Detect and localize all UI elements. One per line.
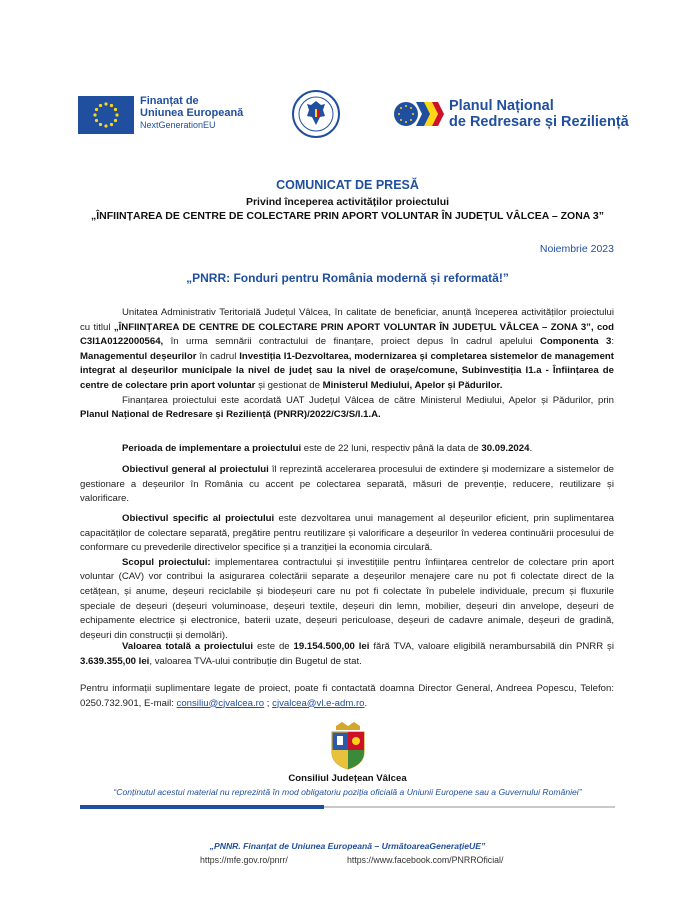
eu-line1: Finanțat de bbox=[140, 95, 199, 107]
bold-text: 30.09.2024 bbox=[481, 443, 530, 454]
email-link-cjvalcea[interactable]: cjvalcea@vl.e-adm.ro bbox=[272, 697, 365, 709]
eu-line2: Uniunea Europeană bbox=[140, 107, 244, 119]
paragraph-implementation-period bbox=[80, 442, 614, 457]
divider-grey bbox=[324, 806, 615, 808]
text: : bbox=[611, 336, 614, 348]
paragraph-contact bbox=[80, 682, 614, 711]
bold-text: 3.639.355,00 lei bbox=[80, 655, 150, 667]
bold-text: Perioada de implementare a proiectului bbox=[122, 443, 302, 454]
text: Finanțarea proiectului este acordată UAT Județul Vâlcea de către Ministerul Mediului, Apelor și Pădurilor, prin bbox=[122, 394, 614, 406]
email-link-consiliu[interactable]: consiliu@cjvalcea.ro bbox=[176, 697, 265, 709]
release-date: Noiembrie 2023 bbox=[539, 243, 614, 255]
header-logos bbox=[0, 90, 695, 140]
facebook-url-link[interactable]: https://www.facebook.com/PNRROficial/ bbox=[347, 855, 504, 865]
text: este dezvoltarea unui management al deșeurilor eficient, prin suplimentarea capacităților de colectare separată, pregătire pentru reutilizare și valorificare a deșeurilor în vederea continuării procesului de conformare cu prevederile directivelor specifice și a tranziției la economia circulară. bbox=[80, 513, 614, 554]
pnrr-line1: Planul Național bbox=[449, 98, 554, 114]
eu-flag-icon bbox=[78, 96, 134, 134]
slogan: „PNRR: Fonduri pentru România modernă și reformată!” bbox=[186, 271, 509, 285]
text: îl reprezintă accelerarea procesului de extindere și modernizare a sistemelor de gestionare a deșeurilor în România cu accent pe colectarea separată, măsuri de prevenție, reducere, reutilizare și valorificare. bbox=[80, 464, 614, 505]
pnrr-title-text bbox=[449, 98, 629, 130]
romanian-government-seal-icon bbox=[292, 90, 340, 138]
bold-text: Planul Național de Redresare și Reziliență (PNRR)/2022/C3/S/I.1.A. bbox=[80, 409, 381, 421]
text: este de bbox=[253, 641, 294, 652]
bold-text: Ministerul Mediului, Apelor și Pădurilor. bbox=[322, 379, 503, 391]
text: . bbox=[364, 697, 368, 709]
mfe-url-link[interactable]: https://mfe.gov.ro/pnrr/ bbox=[200, 855, 288, 865]
county-council-name: Consiliul Județean Vâlcea bbox=[288, 773, 407, 784]
eu-disclaimer: “Conținutul acestui material nu reprezintă în mod obligatoriu poziția oficială a Uniunii Europene sau a Guvernului României” bbox=[113, 787, 582, 797]
press-release-subtitle: Privind începerea activităților proiectului bbox=[245, 196, 450, 208]
footer-divider bbox=[80, 804, 615, 809]
text: fără TVA, valoare eligibilă nerambursabilă din PNRR și bbox=[369, 641, 614, 652]
text: . bbox=[529, 443, 533, 454]
press-release-title: COMUNICAT DE PRESĂ bbox=[276, 178, 419, 192]
text: implementarea contractului și investițiile pentru înființarea centrelor de colectare prin aport voluntar (CAV) vor contribui la asigurarea colectării separate a deșeurilor menajere care nu pot fi colectate direct de la cetățean, și anume, deșeuri reciclabile și biodeșeuri care nu pot fi colectate în pubelele individuale, precum și fluxurile speciale de deșeuri (deșeuri voluminoase, deșeuri textile, deșeuri din lemn, mobilier, deșeuri din anvelope, deșeuri de echipamente electrice și electronice, baterii uzate, deșeuri periculoase, deșeuri de cadavre animale, deșeuri de gradină, deșeuri din construcții și demolări). bbox=[80, 556, 614, 641]
text: în urma semnării contractului de finanțare, proiect depus în cadrul apelului bbox=[163, 336, 540, 348]
bold-text: Investiția I1-Dezvoltarea, modernizarea și completarea sistemelor de management integrat al deșeurilor municipale la nivel de județ sau la nivel de orașe/comune, Subinvestiția I1.a - Înființarea de centre de colectare prin aport voluntar bbox=[80, 350, 614, 391]
text: ; bbox=[264, 697, 273, 709]
footer-funding-line: „PNNR. Finanțat de Uniunea Europeană – UrmătoareaGenerațieUE” bbox=[209, 841, 486, 851]
text: , valoarea TVA-ului contribuție din Bugetul de stat. bbox=[149, 655, 362, 667]
text: Unitatea Administrativ Teritorială Județul Vâlcea, în calitate de beneficiar, anunță începerea activităților proiectului cu titlul bbox=[80, 307, 614, 333]
bold-text: 19.154.500,00 lei bbox=[293, 641, 370, 652]
bold-text: Obiectivul general al proiectului bbox=[122, 464, 269, 475]
text: Pentru informații suplimentare legate de proiect, poate fi contactată doamna Director General, Andreea Popescu, Telefon: 0250.732.901, E-mail: bbox=[80, 683, 614, 709]
paragraph-total-value bbox=[80, 640, 614, 669]
funding-sentence bbox=[80, 394, 614, 423]
text: este de 22 luni, respectiv până la data de bbox=[301, 443, 482, 454]
bold-text: „ÎNFIINȚAREA DE CENTRE DE COLECTARE PRIN APORT VOLUNTAR ÎN JUDEȚUL VÂLCEA – ZONA 3”, cod C3I1A0122000564, bbox=[80, 321, 614, 348]
paragraph-specific-objective bbox=[80, 512, 614, 643]
paragraph-general-objective bbox=[80, 463, 614, 507]
pnrr-logo-icon bbox=[393, 98, 445, 130]
bold-text: Managementul deșeurilor bbox=[80, 350, 197, 362]
eu-line3: NextGenerationEU bbox=[140, 120, 216, 130]
project-scope bbox=[80, 556, 614, 644]
pnrr-line2: de Redresare și Reziliență bbox=[449, 114, 629, 130]
divider-accent bbox=[80, 805, 324, 809]
project-title: „ÎNFIINȚAREA DE CENTRE DE COLECTARE PRIN APORT VOLUNTAR ÎN JUDEȚUL VÂLCEA – ZONA 3” bbox=[91, 210, 604, 222]
bold-text: Valoarea totală a proiectului bbox=[122, 641, 254, 652]
bold-text: Componenta 3 bbox=[539, 336, 612, 348]
text: și gestionat de bbox=[255, 379, 323, 391]
text: în cadrul bbox=[196, 350, 240, 362]
bold-text: Obiectivul specific al proiectului bbox=[122, 513, 275, 524]
valcea-coat-of-arms-icon bbox=[328, 722, 368, 770]
eu-funding-text bbox=[140, 95, 243, 131]
paragraph-intro bbox=[80, 306, 614, 423]
bold-text: Scopul proiectului: bbox=[122, 556, 211, 568]
